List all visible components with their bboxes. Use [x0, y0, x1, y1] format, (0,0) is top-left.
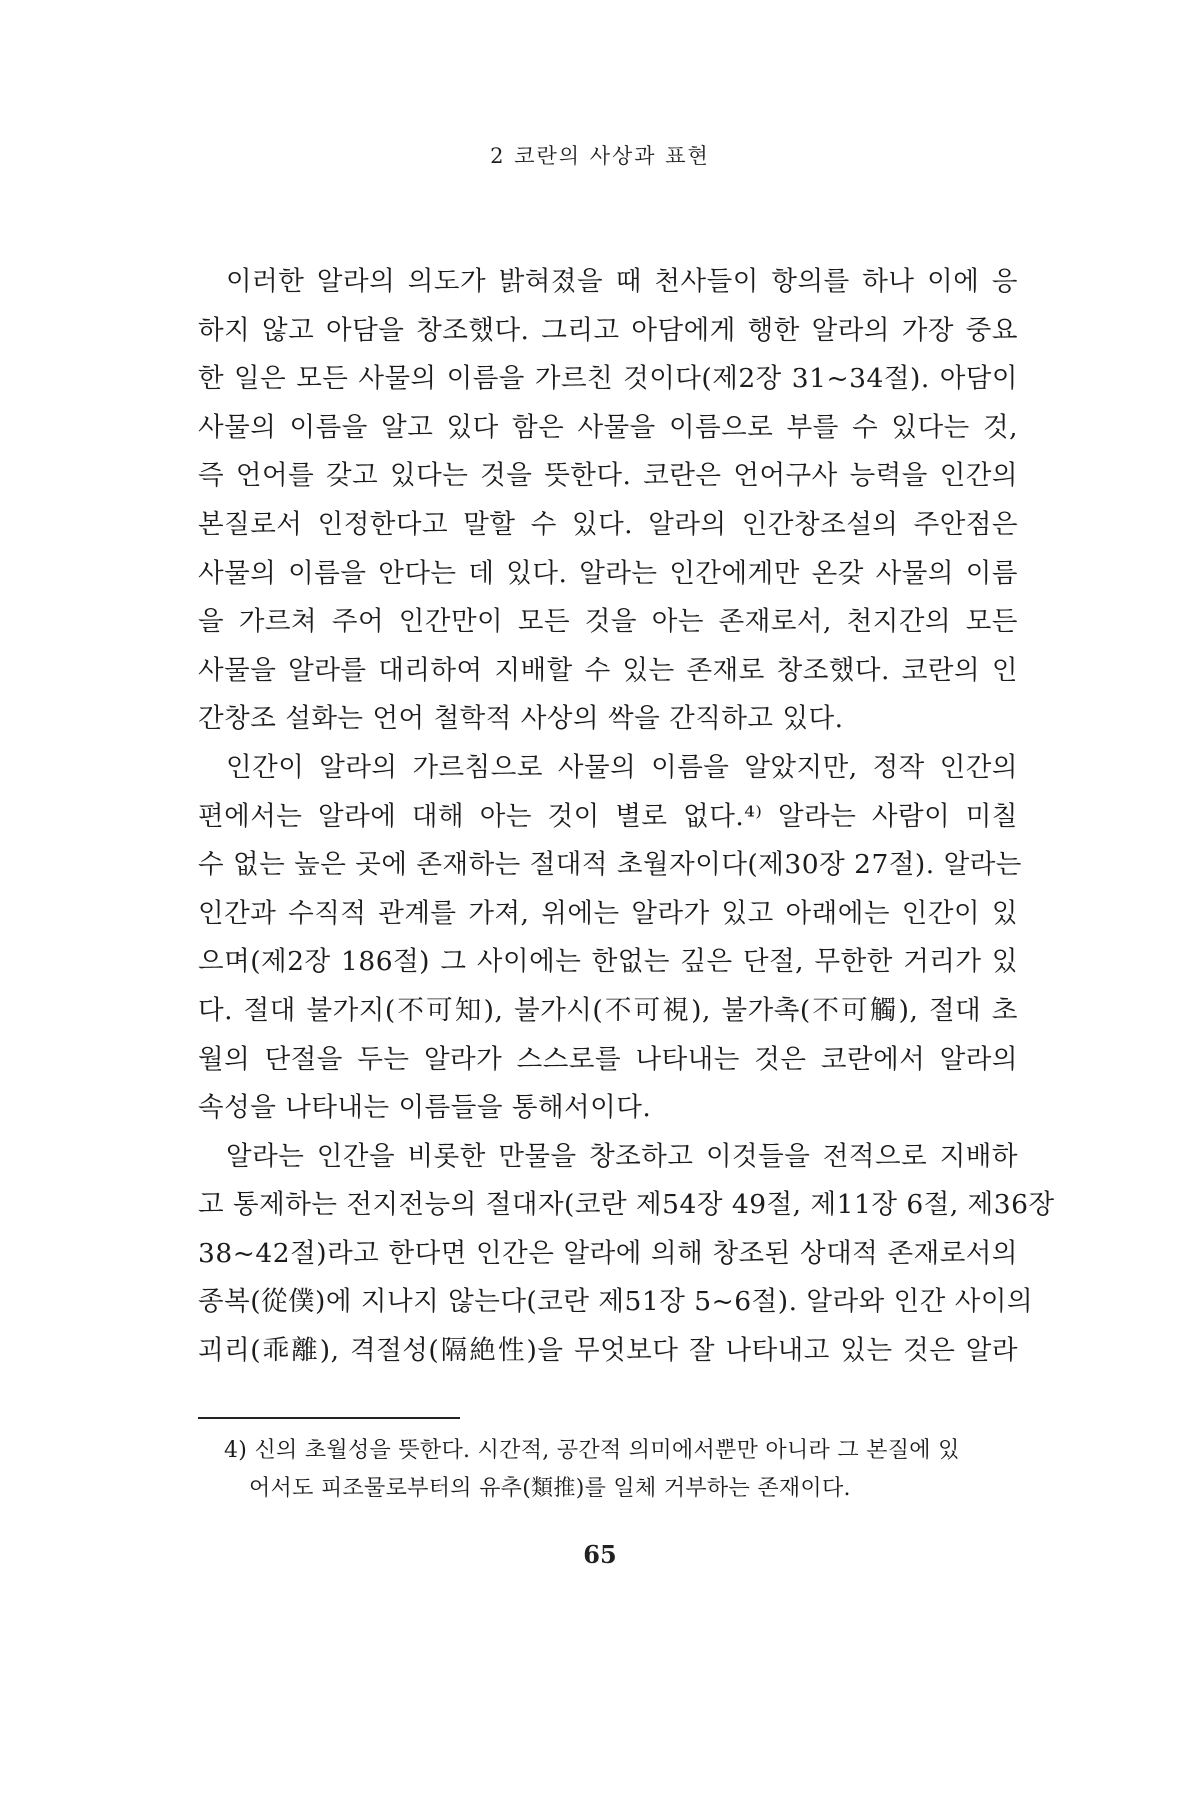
text-line: 수 없는 높은 곳에 존재하는 절대적 초월자이다(제30장 27절). 알라는	[198, 849, 1022, 881]
text-line: 괴리(乖離), 격절성(隔絶性)을 무엇보다 잘 나타내고 있는 것은 알라	[198, 1335, 1018, 1367]
footnote-divider	[198, 1417, 460, 1419]
page-number: 65	[583, 1540, 617, 1569]
text-line: 을 가르쳐 주어 인간만이 모든 것을 아는 존재로서, 천지간의 모든	[198, 606, 1018, 638]
running-head: 2 코란의 사상과 표현	[490, 144, 710, 168]
text-line: 알라는 인간을 비롯한 만물을 창조하고 이것들을 전적으로 지배하	[226, 1140, 1018, 1172]
text-line: 간창조 설화는 언어 철학적 사상의 싹을 간직하고 있다.	[198, 703, 844, 735]
text-line: 다. 절대 불가지(不可知), 불가시(不可視), 불가촉(不可觸), 절대 초	[198, 994, 1018, 1026]
text-line: 월의 단절을 두는 알라가 스스로를 나타내는 것은 코란에서 알라의	[198, 1043, 1018, 1075]
text-line: 38~42절)라고 한다면 인간은 알라에 의해 창조된 상대적 존재로서의	[198, 1237, 1018, 1269]
text-line: 종복(從僕)에 지나지 않는다(코란 제51장 5~6절). 알라와 인간 사이의	[198, 1286, 1034, 1318]
text-line: 고 통제하는 전지전능의 절대자(코란 제54장 49절, 제11장 6절, 제36장	[198, 1189, 1055, 1221]
text-line: 본질로서 인정한다고 말할 수 있다. 알라의 인간창조설의 주안점은	[198, 508, 1018, 540]
text-line: 편에서는 알라에 대해 아는 것이 별로 없다.⁴⁾ 알라는 사람이 미칠	[198, 800, 1018, 832]
footnote	[224, 1432, 1024, 1508]
footnote-line: 어서도 피조물로부터의 유추(類推)를 일체 거부하는 존재이다.	[249, 1476, 851, 1501]
text-line: 사물의 이름을 알고 있다 함은 사물을 이름으로 부를 수 있다는 것,	[198, 411, 1018, 443]
text-line: 으며(제2장 186절) 그 사이에는 한없는 깊은 단절, 무한한 거리가 있	[198, 946, 1018, 978]
text-line: 사물의 이름을 안다는 데 있다. 알라는 인간에게만 온갖 사물의 이름	[198, 557, 1018, 589]
text-line: 사물을 알라를 대리하여 지배할 수 있는 존재로 창조했다. 코란의 인	[198, 654, 1018, 686]
text-line: 즉 언어를 갖고 있다는 것을 뜻한다. 코란은 언어구사 능력을 인간의	[198, 460, 1018, 492]
text-line: 인간과 수직적 관계를 가져, 위에는 알라가 있고 아래에는 인간이 있	[198, 897, 1018, 929]
text-line: 인간이 알라의 가르침으로 사물의 이름을 알았지만, 정작 인간의	[226, 751, 1018, 783]
text-line: 속성을 나타내는 이름들을 통해서이다.	[198, 1092, 652, 1124]
text-line: 하지 않고 아담을 창조했다. 그리고 아담에게 행한 알라의 가장 중요	[198, 314, 1018, 346]
body-text	[198, 258, 1055, 1376]
footnote-line: 4) 신의 초월성을 뜻한다. 시간적, 공간적 의미에서뿐만 아니라 그 본질에 있	[224, 1438, 960, 1463]
text-line: 이러한 알라의 의도가 밝혀졌을 때 천사들이 항의를 하나 이에 응	[226, 266, 1018, 297]
text-line: 한 일은 모든 사물의 이름을 가르친 것이다(제2장 31~34절). 아담이	[198, 363, 1018, 395]
